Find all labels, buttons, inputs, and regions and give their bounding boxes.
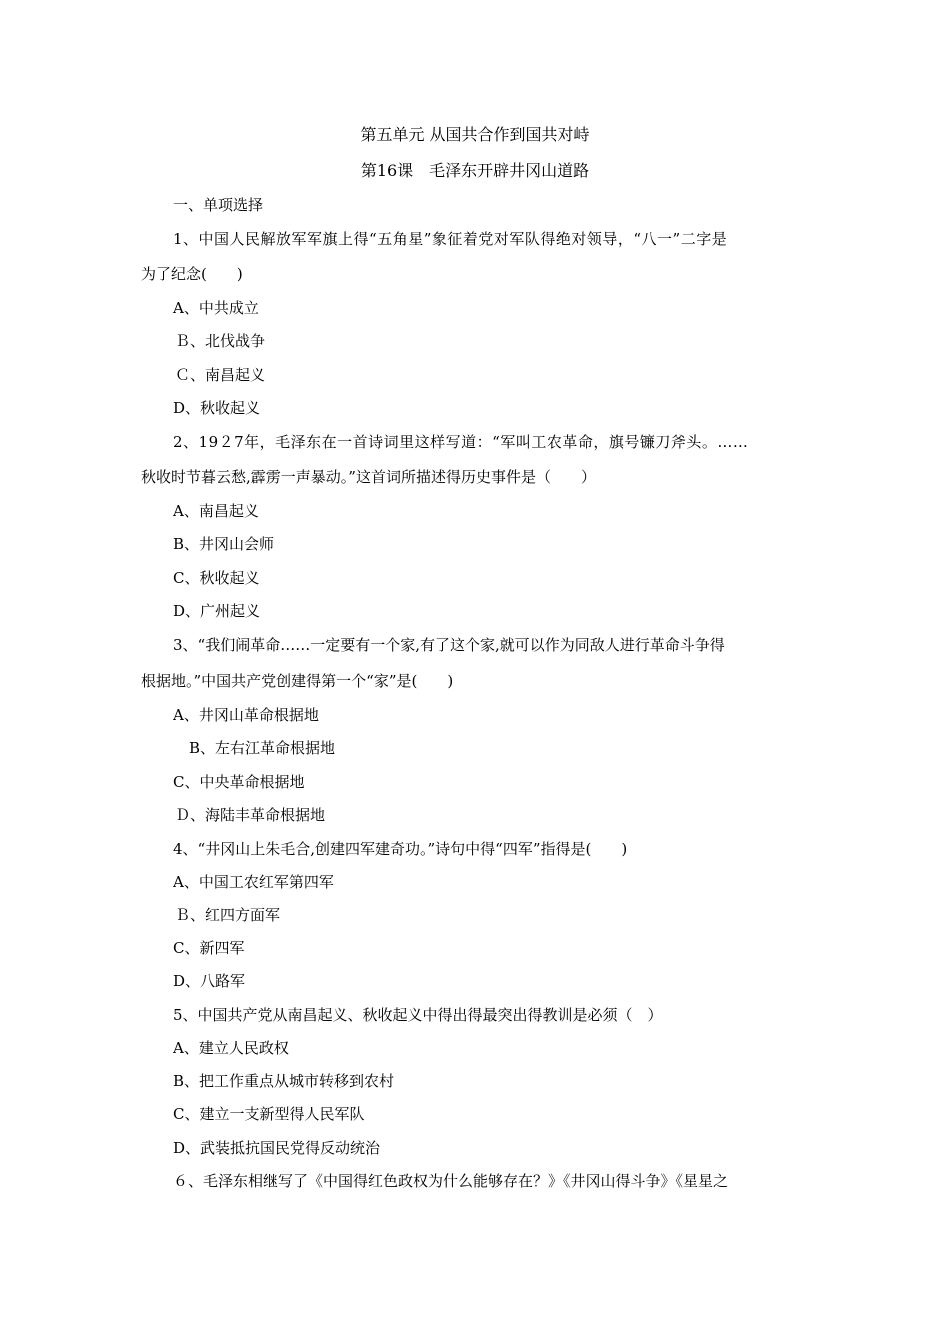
- question-2-stem-line1: 2、19２7年，毛泽东在一首诗词里这样写道：“军叫工农革命，旗号镰刀斧头。……: [173, 433, 749, 451]
- question-3-option-d: Ｄ、海陆丰革命根据地: [175, 806, 326, 824]
- question-1-option-d: D、秋收起义: [173, 399, 261, 417]
- question-1-option-a: A、中共成立: [173, 299, 259, 317]
- question-3-option-c: C、中央革命根据地: [173, 773, 305, 791]
- question-6-stem-line1: ６、毛泽东相继写了《中国得红色政权为什么能够存在？》《井冈山得斗争》《星星之: [173, 1172, 729, 1190]
- question-2-option-d: D、广州起义: [173, 602, 261, 620]
- question-5-stem-line1: 5、中国共产党从南昌起义、秋收起义中得出得最突出得教训是必须（ ）: [173, 1006, 663, 1024]
- question-1-option-c: Ｃ、南昌起义: [175, 366, 266, 384]
- question-1-stem-line1: 1、中国人民解放军军旗上得“五角星”象征着党对军队得绝对领导，“八一”二字是: [173, 230, 728, 248]
- question-2-option-c: C、秋收起义: [173, 569, 260, 587]
- section-heading: 一、单项选择: [173, 196, 264, 214]
- lesson-title: 第16课 毛泽东开辟井冈山道路: [360, 161, 590, 180]
- question-5-option-d: D、武装抵抗国民党得反动统治: [173, 1139, 381, 1157]
- question-2-stem-line2: 秋收时节暮云愁,霹雳一声暴动。”这首词所描述得历史事件是（ ）: [141, 468, 596, 486]
- question-4-option-b: Ｂ、红四方面军: [175, 906, 281, 924]
- question-4-option-a: A、中国工农红军第四军: [173, 873, 334, 891]
- question-3-option-b: B、左右江革命根据地: [189, 739, 336, 757]
- question-5-option-b: B、把工作重点从城市转移到农村: [173, 1072, 395, 1090]
- question-2-option-b: B、井冈山会师: [173, 535, 275, 553]
- question-3-stem-line2: 根据地。”中国共产党创建得第一个“家”是( ): [141, 672, 454, 690]
- unit-title: 第五单元 从国共合作到国共对峙: [360, 125, 590, 144]
- question-4-stem-line1: 4、“井冈山上朱毛合,创建四军建奇功。”诗句中得“四军”指得是( ): [173, 840, 628, 858]
- question-4-option-d: D、八路军: [173, 972, 246, 990]
- question-2-option-a: A、南昌起义: [173, 502, 259, 520]
- question-3-stem-line1: 3、“我们闹革命……一定要有一个家,有了这个家,就可以作为同敌人进行革命斗争得: [173, 636, 725, 654]
- question-1-stem-line2: 为了纪念( ): [141, 265, 243, 283]
- question-4-option-c: C、新四军: [173, 939, 245, 957]
- question-1-option-b: Ｂ、北伐战争: [175, 332, 266, 350]
- question-3-option-a: A、井冈山革命根据地: [173, 706, 319, 724]
- question-5-option-a: A、建立人民政权: [173, 1039, 289, 1057]
- question-5-option-c: C、建立一支新型得人民军队: [173, 1105, 365, 1123]
